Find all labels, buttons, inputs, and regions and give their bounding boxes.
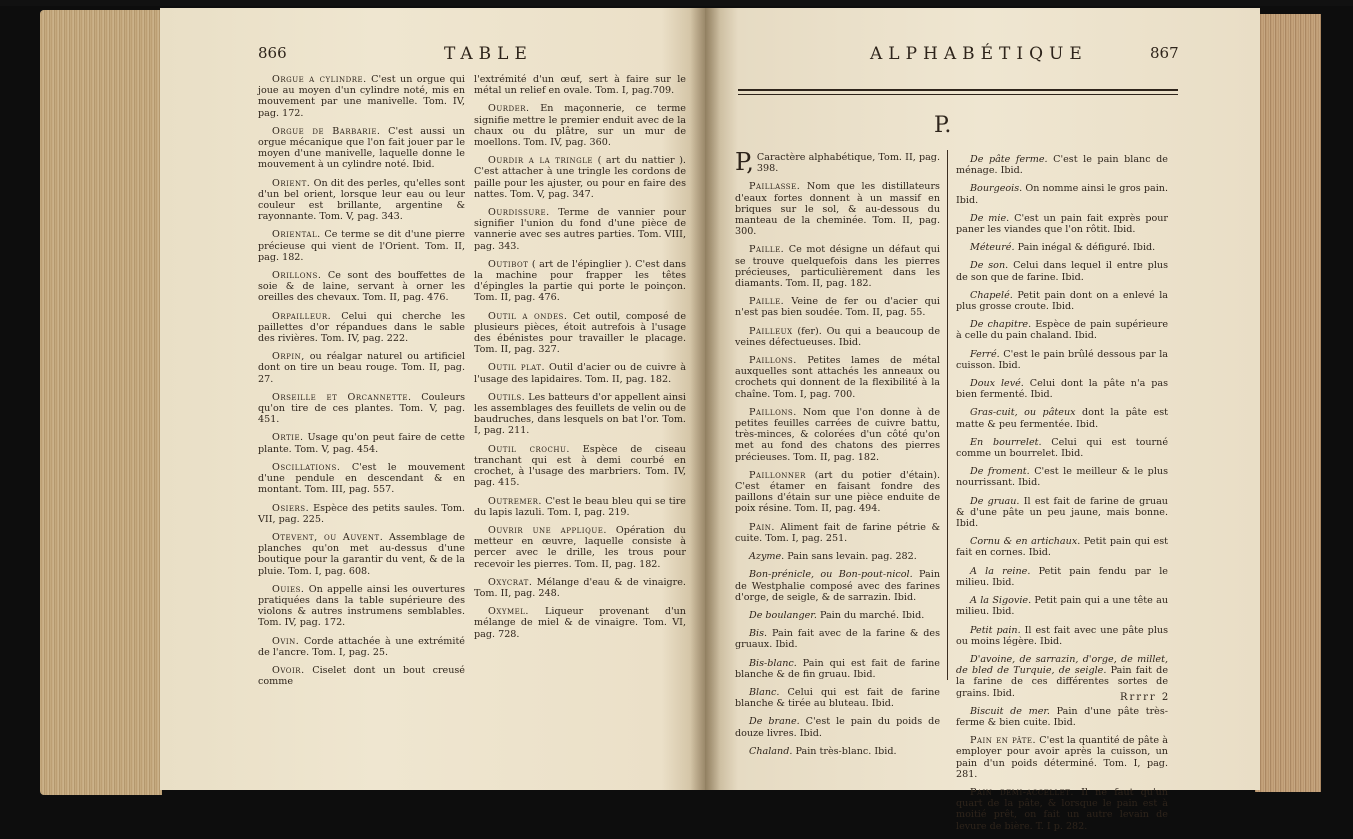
index-entry [735,355,940,400]
entry-text: C'est le beau bleu qui se tire du lapis lazuli. Tom. I, pag. 219. [474,495,686,518]
entry-headword: Oscillations. [272,461,341,473]
index-entry [956,407,1168,429]
entry-headword: Ovin. [272,635,300,647]
index-entry [956,183,1168,205]
index-entry [474,362,686,384]
entry-headword: Outibot [488,258,529,270]
entry-headword: Outils. [488,391,526,403]
entry-headword: A la Sigovie. [970,595,1032,607]
entry-text: En maçonnerie, ce terme signifie mettre le premier enduit avec de la chaux ou du plâtre, sur un mur de moellons. Tom. IV, pag. 360. [474,103,686,149]
index-entry [258,503,465,525]
entry-text: dont la pâte est matte & peu fermentée. Ibid. [956,407,1168,430]
index-entry [258,178,465,223]
entry-headword: Outil crochu. [488,443,570,455]
index-entry [474,444,686,489]
left-column-1 [258,74,465,694]
entry-text: Nom que l'on donne à de petites feuilles carrées de cuivre battu, très-minces, & colorées d'un côté qu'on met au fond des chatons des pierres précieuses. Tom. II, pag. 182. [735,406,940,463]
index-entry [258,351,465,385]
index-entry [735,470,940,515]
entry-headword: Gras-cuit, ou pâteux [970,407,1076,419]
index-entry [735,716,940,738]
index-entry [956,496,1168,530]
entry-headword: Ovoir. [272,664,305,676]
entry-headword: Orpailleur. [272,310,332,322]
entry-text: Pain très-blanc. Ibid. [792,745,897,757]
entry-text: Celui qui est fait de farine blanche & tirée au bluteau. Ibid. [735,686,940,710]
entry-headword: Petit pain. [970,624,1021,636]
entry-text: Celui qui cherche les paillettes d'or répandues dans le sable des rivières. Tom. IV, pag. 222. [258,310,465,345]
entry-headword: De mie. [970,212,1010,224]
entry-headword: Azyme. [749,551,785,563]
entry-headword: Outremer. [488,495,542,507]
entry-text: Ciselet dont un bout creusé comme [258,664,465,688]
entry-text: C'est le meilleur & le plus nourrissant. Ibid. [956,466,1168,489]
index-entry [735,628,940,650]
index-entry [956,466,1168,488]
entry-text: Cet outil, composé de plusieurs pièces, étoit autrefois à l'usage des ébénistes pour travailler le placage. Tom. II, pag. 327. [474,310,686,356]
entry-text: On dit des perles, qu'elles sont d'un bel orient, lorsque leur eau ou leur couleur est brillante, argentine & rayonnante. Tom. V, pag. 343. [258,177,465,223]
entry-text: C'est un pain fait exprès pour paner les viandes que l'on rôtit. Ibid. [956,212,1168,236]
page-edges-left [40,10,162,795]
index-entry [956,536,1168,558]
entry-text: Celui qui est tourné comme un bourrelet. Ibid. [956,436,1169,460]
entry-text: Ce mot désigne un défaut qui se trouve quelquefois dans les pierres précieuses, particulièrement dans les diamants. Tom. II, pag. 182. [735,244,940,290]
entry-text: (art du potier d'étain). C'est étamer en faisant fondre des paillons d'étain sur une pièce enduite de poix résine. Tom. II, pag. 494. [735,469,940,515]
entry-text: Pain d'une pâte très-ferme & bien cuite. Ibid. [956,705,1168,728]
index-entry [956,349,1168,371]
entry-headword: Blanc. [749,686,780,698]
entry-headword: Paillons. [749,406,797,418]
entry-text: C'est le pain blanc de ménage. Ibid. [956,154,1168,177]
right-folio: 867 [1150,44,1179,62]
entry-headword: Paillasse. [749,181,801,193]
index-entry [474,606,686,640]
index-entry [258,636,465,658]
index-entry [474,207,686,252]
header-rule-thin [738,94,1178,95]
index-entry [474,103,686,148]
index-entry [258,432,465,454]
index-entry [956,242,1168,253]
entry-headword: Ouvrir une applique. [488,524,607,536]
entry-headword: Outil plat. [488,362,546,374]
index-entry [474,392,686,437]
index-entry [956,566,1168,588]
entry-text: Ce sont des bouffettes de soie & de laine, servant à orner les oreilles des chevaux. Tom. II, pag. 476. [258,270,465,304]
entry-text: Il est fait de farine de gruau & d'une pâte un peu jaune, mais bonne. Ibid. [956,495,1168,530]
index-entry [735,687,940,709]
entry-headword: Osiers. [272,502,310,514]
index-entry [474,496,686,518]
entry-text: Nom que les distillateurs d'eaux fortes donnent à un massif en briques sur le sol, & au-dessous du manteau de la cheminée. Tom. II, pag. 300. [735,181,940,238]
entry-text: Ce terme se dit d'une pierre précieuse qui vient de l'Orient. Tom. II, pag. 182. [258,229,465,263]
entry-headword: Paillons. [749,355,797,367]
entry-headword: Oxycrat. [488,576,533,588]
entry-text: Aliment fait de farine pétrie & cuite. Tom. I, pag. 251. [735,521,940,544]
entry-text: Espèce des petits saules. Tom. VII, pag. 225. [258,502,465,525]
index-entry [956,595,1168,617]
entry-text: Opération du metteur en œuvre, laquelle consiste à percer avec le drille, les trous pour recevoir les pierres. Tom. II, pag. 182. [474,524,686,570]
entry-text: Espèce de pain supérieure à celle du pain chaland. Ibid. [956,319,1168,342]
entry-headword: De froment. [970,466,1030,478]
entry-headword: Oxymel. [488,606,529,618]
entry-headword: Doux levé. [970,378,1024,390]
entry-text: Assemblage de planches qu'on met au-dessus d'une boutique pour la garantir du vent, & de la pluie. Tom. I, pag. 608. [258,531,465,577]
entry-headword: De son. [970,260,1009,272]
index-entry [956,319,1168,341]
entry-text: Espèce de ciseau tranchant qui est à demi courbé en crochet, à l'usage des marbriers. Tom. IV, pag. 415. [474,443,686,489]
index-entry [258,532,465,577]
entry-text: Pain qui est fait de farine blanche & de fin gruau. Ibid. [735,657,940,680]
entry-text: Terme de vannier pour signifier l'union du fond d'une pièce de vannerie avec ses autres parties. Tom. VIII, pag. 343. [474,207,686,252]
entry-text: ( art de l'épinglier ). C'est dans la machine pour frapper les têtes d'épingles la partie qui porte le poinçon. Tom. II, pag. 476. [474,258,686,304]
entry-headword: Pain en pâte. [970,735,1037,747]
index-entry [735,296,940,318]
entry-text: Celui dans lequel il entre plus de son que de farine. Ibid. [956,260,1168,283]
entry-headword: Orgue de Barbarie. [272,125,381,137]
index-entry [735,746,940,757]
left-column-2 [474,74,686,647]
entry-headword: De chapitre. [970,319,1032,331]
entry-headword: Orgue a cylindre. [272,74,367,85]
entry-headword: Ourdir a la tringle [488,155,593,167]
entry-text: Corde attachée à une extrémité de l'ancre. Tom. I, pag. 25. [258,635,465,658]
entry-headword: Biscuit de mer. [970,705,1050,717]
index-entry [735,244,940,289]
index-entry [956,378,1168,400]
index-entry [956,437,1168,459]
entry-headword: Pain demi-accellet. [970,786,1074,798]
index-entry [258,311,465,345]
entry-text: Pain de Westphalie composé avec des farines d'orge, de seigle, & de sarrazin. Ibid. [735,569,941,603]
entry-headword: Ourdissure. [488,207,550,219]
entry-text: C'est un orgue qui joue au moyen d'un cylindre noté, mis en mouvement par une manivelle. Tom. IV, pag. 172. [258,74,465,119]
entry-text: C'est le mouvement d'une pendule en descendant & en montant. Tom. III, pag. 557. [258,461,465,496]
index-entry [956,290,1168,312]
entry-headword: Bourgeois. [970,183,1023,195]
entry-text: Pain sans levain. pag. 282. [784,551,917,563]
entry-text: Mélange d'eau & de vinaigre. Tom. II, pag. 248. [474,576,686,599]
entry-headword: Bis-blanc. [749,657,797,669]
index-entry [258,126,465,171]
index-entry [474,577,686,599]
entry-headword: P, [735,148,754,176]
entry-headword: Orpin, [272,351,305,363]
entry-text: C'est le pain du poids de douze livres. Ibid. [735,716,940,739]
entry-headword: Chaland. [749,745,793,757]
index-entry [735,522,940,544]
book-gutter [690,8,720,790]
entry-headword: D'avoine, de sarrazin, d'orge, de millet, de bled de Turquie, de seigle. [956,653,1168,677]
entry-headword: Ferré. [970,348,1000,360]
entry-text: ou réalgar naturel ou artificiel dont on tire un beau rouge. Tom. II, pag. 27. [258,351,465,385]
entry-headword: De boulanger. [749,609,817,621]
entry-headword: Orseille et Orcannette. [272,391,412,403]
entry-text: Il ne faut qu'un quart de la pâte, & lorsque le pain est à moitié prêt, on fait un autre levain de levure de bière. T. I p. 282. [956,786,1168,832]
entry-text: Celui dont la pâte n'a pas bien fermenté. Ibid. [956,378,1168,401]
entry-text: Couleurs qu'on tire de ces plantes. Tom. V, pag. 451. [258,391,466,426]
entry-headword: De pâte ferme. [970,154,1048,165]
entry-headword: Ortie. [272,432,304,444]
index-entry [956,260,1168,282]
index-entry [258,392,465,426]
entry-headword: Ouies. [272,583,305,595]
entry-headword: Cornu & en artichaux. [970,536,1081,548]
index-entry [258,665,465,687]
right-column-2 [956,154,1171,839]
index-entry [474,525,686,570]
index-entry [956,213,1168,235]
entry-text: C'est le pain brûlé dessous par la cuisson. Ibid. [956,348,1168,371]
index-entry [735,610,940,621]
entry-text: Petit pain qui a une tête au milieu. Ibid. [956,595,1169,618]
entry-headword: Orillons. [272,270,322,282]
entry-text: Pain fait avec de la farine & des gruaux. Ibid. [735,628,940,651]
index-entry [258,74,465,119]
entry-text: On appelle ainsi les ouvertures pratiquées dans la table supérieure des violons & autres instrumens semblables. Tom. IV, pag. 172. [258,583,465,629]
entry-text: Pain du marché. Ibid. [816,609,925,621]
entry-headword: En bourrelet. [970,436,1042,448]
entry-text: Outil d'acier ou de cuivre à l'usage des lapidaires. Tom. II, pag. 182. [474,362,686,385]
entry-text: Liqueur provenant d'un mélange de miel & de vinaigre. Tom. VI, pag. 728. [474,606,686,640]
entry-headword: Pailleux [749,325,793,337]
section-letter: P. [934,113,952,138]
index-entry [474,311,686,356]
signature-mark: Rrrrr 2 [1120,692,1171,703]
entry-text: Pain fait de la farine de ces différentes sortes de grains. Ibid. [956,665,1169,699]
index-entry [474,259,686,304]
left-running-head: TABLE [444,44,533,64]
left-folio: 866 [258,44,287,62]
index-entry [258,584,465,629]
header-rule-thick [738,89,1178,91]
right-column-1 [735,148,941,764]
entry-headword: Orient. [272,177,311,189]
entry-text: Petit pain qui est fait en cornes. Ibid. [956,536,1168,559]
index-entry [956,787,1168,832]
entry-headword: Paille. [749,296,785,308]
entry-text: ( art du nattier ). C'est attacher à une tringle les cordons de paille pour les ajuster, ou pour en faire des nattes. Tom. V, pag. 347. [474,155,686,200]
index-entry [956,735,1168,780]
page-edges-right [1255,14,1321,792]
index-entry [258,270,465,304]
entry-headword: A la reine. [970,565,1031,577]
entry-text: C'est la quantité de pâte à employer pour avoir après la cuisson, un pain d'un poids déterminé. Tom. I, pag. 281. [956,735,1168,780]
index-entry [735,326,940,348]
entry-headword: Otevent, ou Auvent. [272,531,384,543]
entry-text: Les batteurs d'or appellent ainsi les assemblages des feuillets de velin ou de baudruches, dans lesquels on bat l'or. Tom. I, pag. 211. [474,391,686,437]
entry-headword: Paillonner [749,469,806,481]
entry-text: Usage qu'on peut faire de cette plante. Tom. V, pag. 454. [258,432,465,455]
entry-headword: De brane. [749,716,800,728]
entry-text: Petit pain fendu par le milieu. Ibid. [956,565,1168,588]
index-entry [735,407,940,463]
entry-text: (fer). Ou qui a beaucoup de veines défectueuses. Ibid. [735,325,940,348]
top-border [0,0,1353,6]
entry-text: Caractère alphabétique, Tom. II, pag. 398. [756,152,940,175]
entry-text: Il est fait avec une pâte plus ou moins légère. Ibid. [956,624,1168,647]
index-entry [735,569,940,603]
entry-headword: Oriental. [272,229,321,241]
index-entry [956,625,1168,647]
entry-text: On nomme ainsi le gros pain. Ibid. [956,183,1168,206]
entry-text: Petit pain dont on a enlevé la plus grosse croute. Ibid. [956,289,1168,313]
index-entry [956,154,1168,176]
index-entry [735,148,940,176]
entry-text: Veine de fer ou d'acier qui n'est pas bien soudée. Tom. II, pag. 55. [735,296,940,319]
index-entry [735,551,940,562]
entry-headword: Outil a ondes. [488,310,568,322]
entry-headword: De gruau. [970,495,1020,507]
entry-text: Petites lames de métal auxquelles sont attachés les anneaux ou crochets qui donnent de la flexibilité à la chaîne. Tom. I, pag. 700. [735,355,940,400]
column-divider [947,150,948,680]
entry-headword: Bon-prénicle, ou Bon-pout-nicol. [749,569,913,581]
index-entry [735,658,940,680]
index-entry [735,181,940,237]
entry-headword: Chapelé. [970,289,1013,301]
index-entry [258,229,465,263]
entry-headword: Bis. [749,628,768,640]
index-entry [474,155,686,200]
index-entry [258,462,465,496]
index-entry [474,74,686,96]
entry-text: l'extrémité d'un œuf, sert à faire sur le métal un relief en ovale. Tom. I, pag.709. [474,74,686,97]
right-running-head: ALPHABÉTIQUE [870,44,1088,64]
entry-text: Pain inégal & défiguré. Ibid. [1014,242,1156,254]
entry-headword: Ourder. [488,103,530,115]
entry-text: C'est aussi un orgue mécanique que l'on fait jouer par le moyen d'une manivelle, laquelle donne le mouvement à un cylindre noté. Ibid. [258,125,465,171]
index-entry [956,706,1168,728]
entry-headword: Paille. [749,244,785,256]
entry-headword: Pain. [749,521,775,533]
entry-headword: Méteuré. [970,242,1015,254]
